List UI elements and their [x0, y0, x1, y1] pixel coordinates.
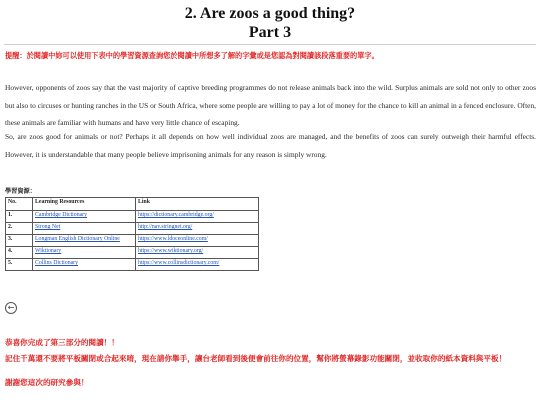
resource-name-cell: [33, 211, 136, 223]
row-number: 5.: [6, 259, 33, 271]
table-row: [6, 235, 259, 247]
resource-name-link[interactable]: Longman English Dictionary Online: [35, 236, 120, 242]
resource-url-cell: [136, 211, 259, 223]
resource-name-cell: [33, 223, 136, 235]
resource-name-cell: [33, 259, 136, 271]
resource-url-link[interactable]: https://www.collinsdictionary.com/: [138, 260, 220, 266]
resource-name-cell: [33, 235, 136, 247]
reading-tip: 提醒：於閱讀中妳可以使用下表中的學習資源查詢您於閱讀中所想多了解的字彙或是您認為對閱讀該段落重要的單字。: [5, 51, 379, 60]
paragraph-1: However, opponents of zoos say that the vast majority of captive breeding programmes do not release animals back into the wild. Surplus animals are sold not only to other zoos but also to circuses or hunting ranches in the US or South Africa, where some people are willing to pay a lot of money for the chance to kill an animal in a fenced enclosure. Often, these animals are familiar with humans and have very little chance of escaping.: [5, 83, 536, 127]
resource-name-link[interactable]: Strong Net: [35, 224, 61, 230]
thanks-message: 謝謝您這次的研究參與！: [5, 378, 89, 387]
header-resources: Learning Resources: [33, 198, 136, 211]
table-header-row: [6, 198, 259, 211]
table-row: [6, 211, 259, 223]
completion-message: 恭喜你完成了第三部分的閱讀！！: [5, 338, 119, 347]
resource-url-link[interactable]: http://nav.stringnet.org/: [138, 224, 193, 230]
row-number: 1.: [6, 211, 33, 223]
table-row: [6, 259, 259, 271]
header-link: Link: [136, 198, 259, 211]
resource-name-link[interactable]: Wiktionary: [35, 248, 62, 254]
resource-url-cell: [136, 223, 259, 235]
resource-url-link[interactable]: https://www.wiktionary.org/: [138, 248, 204, 254]
row-number: 3.: [6, 235, 33, 247]
header-no: No.: [6, 198, 33, 211]
page-subtitle: Part 3: [248, 24, 292, 41]
title-divider: [4, 44, 536, 45]
row-number: 2.: [6, 223, 33, 235]
resource-url-link[interactable]: https://www.ldoceonline.com/: [138, 236, 208, 242]
left-arrow-circle-icon: ←: [7, 303, 15, 312]
row-number: 4.: [6, 247, 33, 259]
resource-name-cell: [33, 247, 136, 259]
table-row: [6, 223, 259, 235]
completion-instructions: 記住千萬還不要將平板關閉或合起來唷，現在請你舉手，讓台老師看到後便會前往你的位置，幫你將螢幕錄影功能關閉，並收取你的紙本資料與平板！: [5, 354, 507, 363]
resource-name-link[interactable]: Cambridge Dictionary: [35, 212, 87, 218]
paragraph-2: So, are zoos good for animals or not? Perhaps it all depends on how well individual zoos are managed, and the benefits of zoos can surely outweigh their harmful effects. However, it is understandable that many people believe imprisoning animals for any reason is simply wrong.: [5, 132, 536, 159]
table-row: [6, 247, 259, 259]
resources-label: 學習資源：: [5, 188, 36, 195]
resource-url-cell: [136, 247, 259, 259]
resource-url-link[interactable]: https://dictionary.cambridge.org/: [138, 212, 214, 218]
resource-url-cell: [136, 259, 259, 271]
back-button[interactable]: [5, 302, 17, 314]
page-title: 2. Are zoos a good thing?: [184, 5, 356, 22]
resource-url-cell: [136, 235, 259, 247]
learning-resources-table: [5, 197, 259, 271]
resource-name-link[interactable]: Collins Dictionary: [35, 260, 78, 266]
